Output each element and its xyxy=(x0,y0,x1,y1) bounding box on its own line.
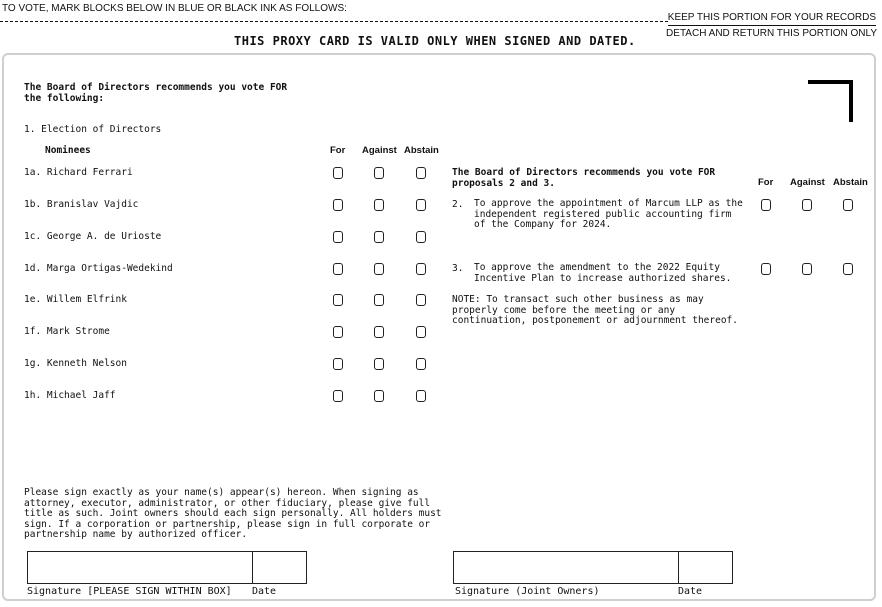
proposal-line: independent registered public accounting firm xyxy=(474,208,732,220)
signature-box[interactable] xyxy=(27,551,307,584)
nominee-label: 1c. George A. de Urioste xyxy=(24,231,162,242)
nominee-1e-against-checkbox[interactable] xyxy=(374,294,384,306)
nominee-1h-for-checkbox[interactable] xyxy=(333,390,343,402)
joint-signature-label: Signature (Joint Owners) xyxy=(455,586,600,597)
note-line: NOTE: To transact such other business as may xyxy=(452,294,704,305)
election-of-directors-label: 1. Election of Directors xyxy=(24,124,162,135)
joint-signature-date-divider xyxy=(678,552,679,583)
keep-portion-label: KEEP THIS PORTION FOR YOUR RECORDS xyxy=(668,12,876,26)
note-line: continuation, postponement or adjournment thereof. xyxy=(452,315,738,326)
nominee-label: 1h. Michael Jaff xyxy=(24,390,116,401)
nominee-1c-abstain-checkbox[interactable] xyxy=(416,231,426,243)
col-for-header: For xyxy=(330,145,346,156)
nominee-1d-against-checkbox[interactable] xyxy=(374,263,384,275)
vote-instructions: TO VOTE, MARK BLOCKS BELOW IN BLUE OR BLACK INK AS FOLLOWS: xyxy=(2,3,347,14)
nominee-1b-against-checkbox[interactable] xyxy=(374,199,384,211)
col-against-header: Against xyxy=(362,145,397,156)
nominees-header: Nominees xyxy=(45,145,91,156)
valid-notice: THIS PROXY CARD IS VALID ONLY WHEN SIGNED AND DATED. xyxy=(234,34,636,48)
nominee-label: 1e. Willem Elfrink xyxy=(24,294,127,305)
date-label: Date xyxy=(678,586,703,597)
nominee-1a-abstain-checkbox[interactable] xyxy=(416,167,426,179)
proposal-2-number: 2. xyxy=(452,199,464,210)
signature-label: Signature [PLEASE SIGN WITHIN BOX] xyxy=(27,586,232,597)
nominee-1f-for-checkbox[interactable] xyxy=(333,326,343,338)
col-abstain-header: Abstain xyxy=(833,177,868,188)
proposal-2-against-checkbox[interactable] xyxy=(802,199,812,211)
proposal-line: To approve the amendment to the 2022 Equity xyxy=(474,262,720,273)
recommendation-line: The Board of Directors recommends you vote FOR xyxy=(24,82,288,93)
nominee-1c-against-checkbox[interactable] xyxy=(374,231,384,243)
nominee-1c-for-checkbox[interactable] xyxy=(333,231,343,243)
detach-portion-label: DETACH AND RETURN THIS PORTION ONLY xyxy=(666,28,877,39)
signature-date-divider xyxy=(252,552,253,583)
proposal-line: To approve the appointment of Marcum LLP as the xyxy=(474,198,743,209)
nominee-1h-abstain-checkbox[interactable] xyxy=(416,390,426,402)
proposal-2-for-checkbox[interactable] xyxy=(761,199,771,211)
proposal-line: Incentive Plan to increase authorized shares. xyxy=(474,272,732,284)
proposal-3-abstain-checkbox[interactable] xyxy=(843,263,853,275)
nominee-1f-abstain-checkbox[interactable] xyxy=(416,326,426,338)
proposal-3-text xyxy=(474,263,731,284)
proposal-2-abstain-checkbox[interactable] xyxy=(843,199,853,211)
note-line: properly come before the meeting or any xyxy=(452,304,676,316)
board-recommendation-left xyxy=(24,83,287,104)
col-against-header: Against xyxy=(790,177,825,188)
registration-corner-mark xyxy=(808,80,853,122)
instruction-line: partnership name by authorized officer. xyxy=(24,529,248,540)
recommendation-line: the following: xyxy=(24,92,105,104)
proposal-3-for-checkbox[interactable] xyxy=(761,263,771,275)
recommendation-line: The Board of Directors recommends you vote FOR xyxy=(452,167,716,178)
nominee-1b-for-checkbox[interactable] xyxy=(333,199,343,211)
nominee-1h-against-checkbox[interactable] xyxy=(374,390,384,402)
signing-instructions xyxy=(24,488,442,541)
detach-dash-line xyxy=(0,21,668,22)
joint-signature-box[interactable] xyxy=(453,551,733,584)
nominee-label: 1a. Richard Ferrari xyxy=(24,167,133,178)
nominee-label: 1g. Kenneth Nelson xyxy=(24,358,127,369)
instruction-line: title as such. Joint owners should each sign personally. All holders must xyxy=(24,508,442,519)
nominee-1e-abstain-checkbox[interactable] xyxy=(416,294,426,306)
nominee-1g-for-checkbox[interactable] xyxy=(333,358,343,370)
nominee-1b-abstain-checkbox[interactable] xyxy=(416,199,426,211)
instruction-line: sign. If a corporation or partnership, please sign in full corporate or xyxy=(24,518,431,530)
proposal-line: of the Company for 2024. xyxy=(474,219,612,230)
col-abstain-header: Abstain xyxy=(404,145,439,156)
col-for-header: For xyxy=(758,177,774,188)
note-text xyxy=(452,295,738,327)
nominee-label: 1b. Branislav Vajdic xyxy=(24,199,139,210)
nominee-1a-against-checkbox[interactable] xyxy=(374,167,384,179)
proposal-3-number: 3. xyxy=(452,263,464,274)
recommendation-line: proposals 2 and 3. xyxy=(452,177,555,189)
nominee-1a-for-checkbox[interactable] xyxy=(333,167,343,179)
proposal-3-against-checkbox[interactable] xyxy=(802,263,812,275)
nominee-label: 1f. Mark Strome xyxy=(24,326,110,337)
instruction-line: Please sign exactly as your name(s) appear(s) hereon. When signing as xyxy=(24,487,419,498)
nominee-label: 1d. Marga Ortigas-Wedekind xyxy=(24,263,173,274)
nominee-1e-for-checkbox[interactable] xyxy=(333,294,343,306)
nominee-1d-abstain-checkbox[interactable] xyxy=(416,263,426,275)
proposal-2-text xyxy=(474,199,743,231)
nominee-1g-abstain-checkbox[interactable] xyxy=(416,358,426,370)
nominee-1g-against-checkbox[interactable] xyxy=(374,358,384,370)
nominee-1f-against-checkbox[interactable] xyxy=(374,326,384,338)
date-label: Date xyxy=(252,586,277,597)
nominee-1d-for-checkbox[interactable] xyxy=(333,263,343,275)
instruction-line: attorney, executor, administrator, or other fiduciary, please give full xyxy=(24,497,431,509)
board-recommendation-right xyxy=(452,168,715,189)
